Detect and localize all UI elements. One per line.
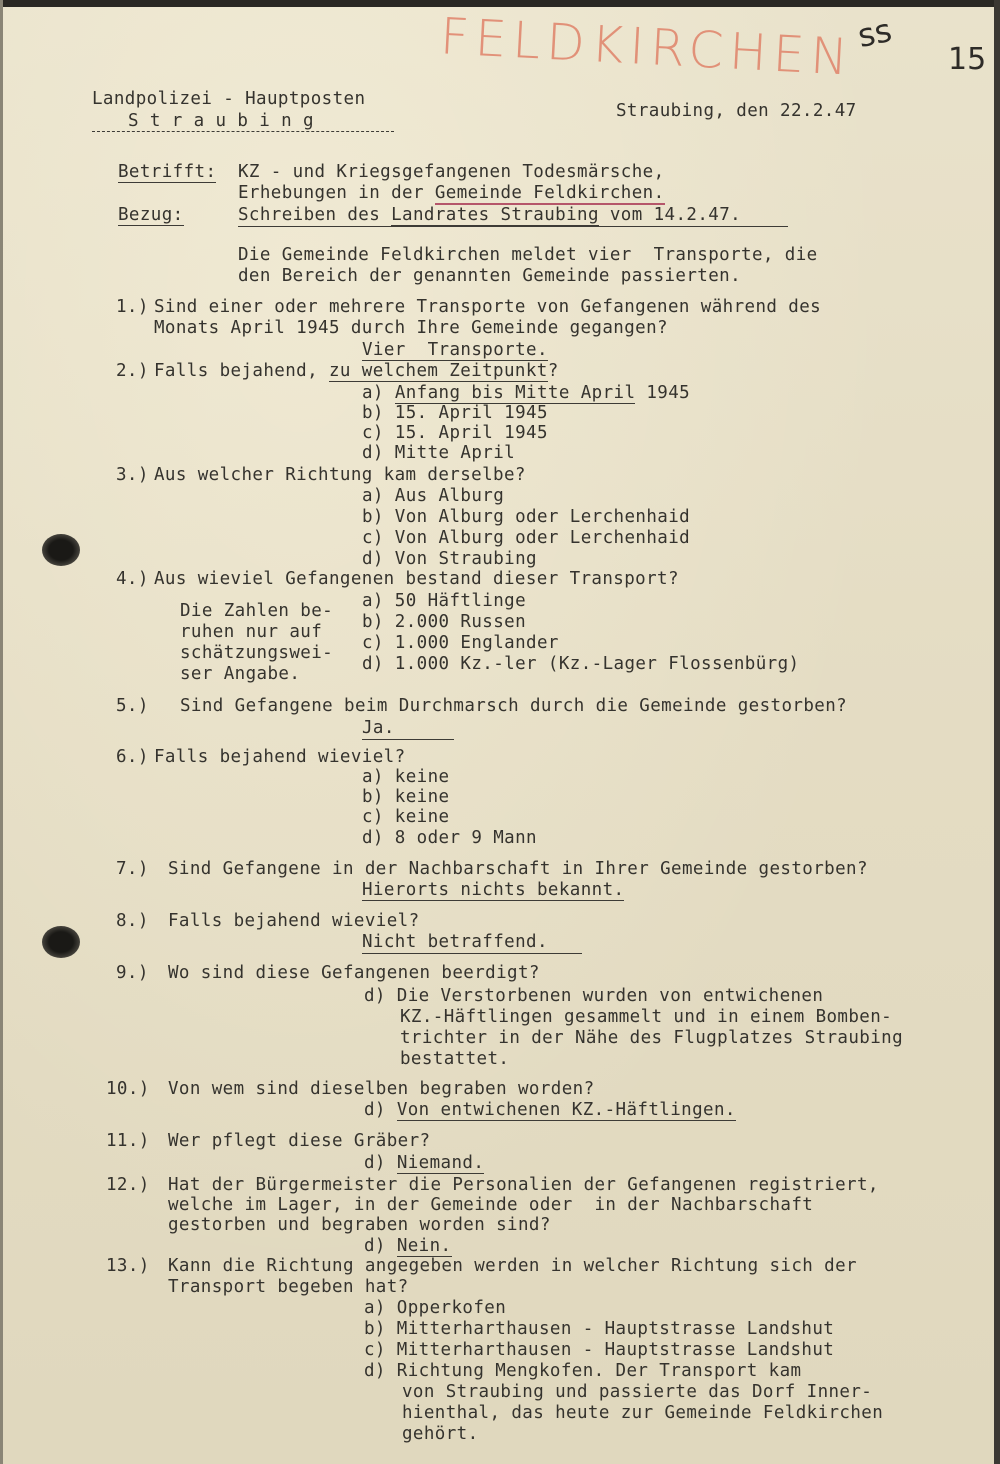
subject-label: Betrifft: bbox=[118, 162, 217, 182]
header-dash-line bbox=[92, 131, 394, 132]
q9-answer-3: trichter in der Nähe des Flugplatzes Straubing bbox=[400, 1028, 904, 1048]
q6-answer-b: b) keine bbox=[362, 787, 450, 807]
q4-number: 4.) bbox=[116, 569, 149, 589]
red-pencil-annotation: FELDKIRCHEN bbox=[438, 7, 856, 87]
q1-text-1: Sind einer oder mehrere Transporte von Gefangenen während des bbox=[154, 297, 822, 317]
q6-text: Falls bejahend wieviel? bbox=[154, 747, 406, 767]
q3-answer-a: a) Aus Alburg bbox=[362, 486, 505, 506]
q6-number: 6.) bbox=[116, 747, 149, 767]
q9-answer-4: bestattet. bbox=[400, 1049, 510, 1069]
intro-line-2: den Bereich der genannten Gemeinde passierten. bbox=[238, 266, 742, 286]
q7-number: 7.) bbox=[116, 859, 149, 879]
scan-edge-right bbox=[994, 0, 1000, 1464]
q5-answer: Ja. bbox=[362, 718, 395, 738]
punch-hole-bottom bbox=[42, 926, 80, 958]
q13-answer-d-3: hienthal, das heute zur Gemeinde Feldkirchen bbox=[402, 1403, 884, 1423]
q3-answer-b: b) Von Alburg oder Lerchenhaid bbox=[362, 507, 691, 527]
page-number: 15 bbox=[948, 42, 987, 77]
q13-answer-d-1: d) Richtung Mengkofen. Der Transport kam bbox=[364, 1361, 802, 1381]
q11-number: 11.) bbox=[106, 1131, 150, 1151]
scan-edge-left bbox=[0, 0, 3, 1464]
q5-answer-rule bbox=[362, 739, 454, 740]
q4-answer-d: d) 1.000 Kz.-ler (Kz.-Lager Flossenbürg) bbox=[362, 654, 800, 674]
q12-text-3: gestorben und begraben worden sind? bbox=[168, 1215, 551, 1235]
punch-hole-top bbox=[42, 534, 80, 566]
reference-label: Bezug: bbox=[118, 205, 184, 225]
q6-answer-d: d) 8 oder 9 Mann bbox=[362, 828, 537, 848]
q3-text: Aus welcher Richtung kam derselbe? bbox=[154, 465, 526, 485]
q8-text: Falls bejahend wieviel? bbox=[168, 911, 420, 931]
intro-line-1: Die Gemeinde Feldkirchen meldet vier Transporte, die bbox=[238, 245, 818, 265]
q7-answer: Hierorts nichts bekannt. bbox=[362, 880, 625, 900]
q9-answer-1: d) Die Verstorbenen wurden von entwichenen bbox=[364, 986, 824, 1006]
q13-answer-d-4: gehört. bbox=[402, 1424, 479, 1444]
q10-answer: d) Von entwichenen KZ.-Häftlingen. bbox=[364, 1100, 736, 1120]
q9-answer-2: KZ.-Häftlingen gesammelt und in einem Bomben- bbox=[400, 1007, 893, 1027]
q9-number: 9.) bbox=[116, 963, 149, 983]
q6-answer-c: c) keine bbox=[362, 807, 450, 827]
q13-answer-d-2: von Straubing und passierte das Dorf Inner- bbox=[402, 1382, 873, 1402]
q2-text: Falls bejahend, zu welchem Zeitpunkt? bbox=[154, 361, 559, 381]
q2-answer-d: d) Mitte April bbox=[362, 443, 516, 463]
q13-text-1: Kann die Richtung angegeben werden in welcher Richtung sich der bbox=[168, 1256, 857, 1276]
subject-line-1: KZ - und Kriegsgefangenen Todesmärsche, bbox=[238, 162, 665, 182]
q2-answer-c: c) 15. April 1945 bbox=[362, 423, 548, 443]
initials-mark: ss bbox=[854, 10, 895, 56]
q12-answer: d) Nein. bbox=[364, 1236, 452, 1256]
q12-text-2: welche im Lager, in der Gemeinde oder in der Nachbarschaft bbox=[168, 1195, 814, 1215]
q10-number: 10.) bbox=[106, 1079, 150, 1099]
q11-answer: d) Niemand. bbox=[364, 1153, 485, 1173]
q9-text: Wo sind diese Gefangenen beerdigt? bbox=[168, 963, 540, 983]
office-name: Landpolizei - Hauptposten bbox=[92, 89, 366, 109]
q2-number: 2.) bbox=[116, 361, 149, 381]
q8-answer-rule bbox=[362, 953, 582, 954]
office-location: S t r a u b i n g bbox=[128, 111, 314, 131]
q13-answer-c: c) Mitterharthausen - Hauptstrasse Landshut bbox=[364, 1340, 835, 1360]
reference-line: Schreiben des Landrates Straubing vom 14.2.47. bbox=[238, 205, 742, 225]
q13-answer-b: b) Mitterharthausen - Hauptstrasse Landshut bbox=[364, 1319, 835, 1339]
q4-text: Aus wieviel Gefangenen bestand dieser Transport? bbox=[154, 569, 679, 589]
subject-place: Gemeinde Feldkirchen. bbox=[434, 183, 665, 203]
q3-answer-d: d) Von Straubing bbox=[362, 549, 537, 569]
q5-text: Sind Gefangene beim Durchmarsch durch die Gemeinde gestorben? bbox=[180, 696, 848, 716]
q1-answer: Vier Transporte. bbox=[362, 340, 548, 360]
q12-number: 12.) bbox=[106, 1175, 150, 1195]
q2-answer-a: a) Anfang bis Mitte April 1945 bbox=[362, 383, 691, 403]
q10-text: Von wem sind dieselben begraben worden? bbox=[168, 1079, 595, 1099]
q1-number: 1.) bbox=[116, 297, 149, 317]
q7-text: Sind Gefangene in der Nachbarschaft in Ihrer Gemeinde gestorben? bbox=[168, 859, 868, 879]
q6-answer-a: a) keine bbox=[362, 767, 450, 787]
q4-note-3: schätzungswei- bbox=[180, 643, 334, 663]
q8-answer: Nicht betraffend. bbox=[362, 932, 548, 952]
q4-answer-c: c) 1.000 Englander bbox=[362, 633, 559, 653]
q4-answer-a: a) 50 Häftlinge bbox=[362, 591, 527, 611]
q11-text: Wer pflegt diese Gräber? bbox=[168, 1131, 431, 1151]
q3-number: 3.) bbox=[116, 465, 149, 485]
q4-answer-b: b) 2.000 Russen bbox=[362, 612, 527, 632]
subject-line-2: Erhebungen in der Gemeinde Feldkirchen. bbox=[238, 183, 665, 203]
q1-text-2: Monats April 1945 durch Ihre Gemeinde gegangen? bbox=[154, 318, 668, 338]
q13-number: 13.) bbox=[106, 1256, 150, 1276]
subject-rule bbox=[238, 226, 788, 227]
q5-number: 5.) bbox=[116, 696, 149, 716]
q4-note-1: Die Zahlen be- bbox=[180, 601, 334, 621]
q12-text-1: Hat der Bürgermeister die Personalien der Gefangenen registriert, bbox=[168, 1175, 879, 1195]
q4-note-4: ser Angabe. bbox=[180, 664, 301, 684]
place-date: Straubing, den 22.2.47 bbox=[616, 101, 857, 121]
q8-number: 8.) bbox=[116, 911, 149, 931]
q13-answer-a: a) Opperkofen bbox=[364, 1298, 507, 1318]
q3-answer-c: c) Von Alburg oder Lerchenhaid bbox=[362, 528, 691, 548]
scan-edge-top bbox=[0, 0, 1000, 7]
q4-note-2: ruhen nur auf bbox=[180, 622, 323, 642]
q13-text-2: Transport begeben hat? bbox=[168, 1277, 409, 1297]
q2-answer-b: b) 15. April 1945 bbox=[362, 403, 548, 423]
